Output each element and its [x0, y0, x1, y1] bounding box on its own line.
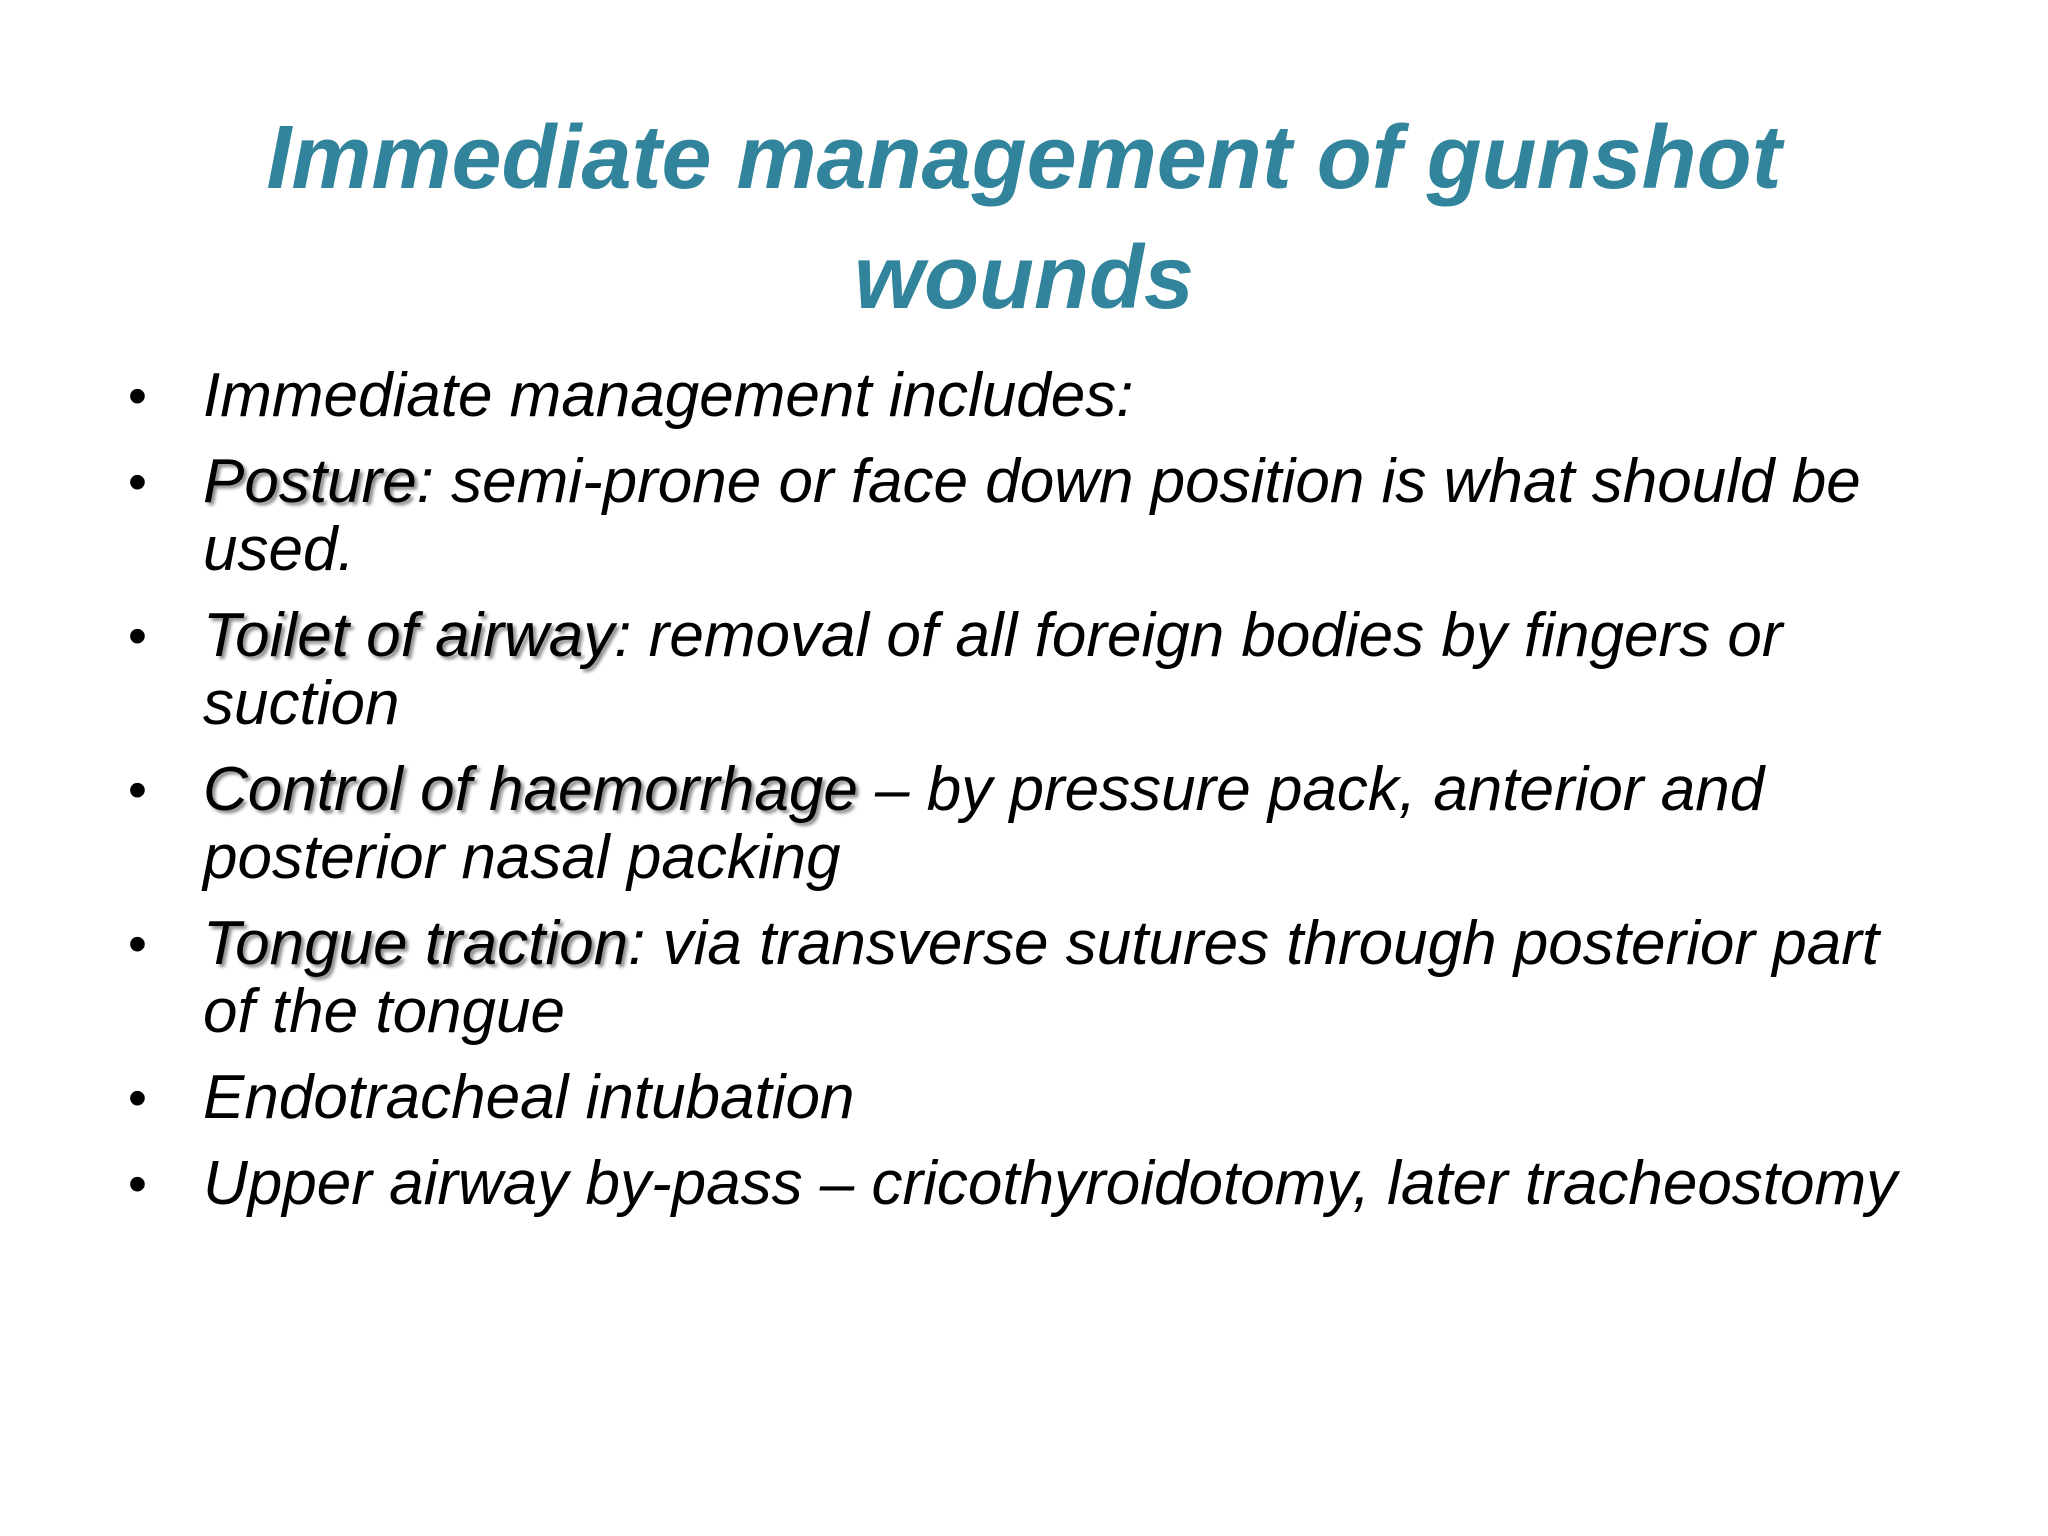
- bullet-icon: •: [128, 366, 147, 426]
- bullet-term: Tongue traction: [203, 909, 629, 978]
- bullet-term: Control of haemorrhage: [203, 755, 858, 824]
- bullet-icon: •: [128, 452, 147, 512]
- slide-title: Immediate management of gunshot wounds: [266, 108, 1782, 328]
- bullet-icon: •: [128, 914, 147, 974]
- bullet-text: Immediate management includes:: [203, 361, 1134, 430]
- bullet-icon: •: [128, 1068, 147, 1128]
- list-item: [120, 448, 1940, 584]
- bullet-text: Upper airway by-pass – cricothyroidotomy, later tracheostomy: [203, 1149, 1898, 1218]
- bullet-icon: •: [128, 606, 147, 666]
- bullet-text: : semi-prone or face down position is what should be used.: [203, 447, 1861, 584]
- list-item: [120, 1150, 1940, 1218]
- bullet-text: : removal of all foreign bodies by fingers or suction: [203, 601, 1783, 738]
- list-item: [120, 362, 1940, 430]
- list-item: [120, 602, 1940, 738]
- bullet-term: Toilet of airway: [203, 601, 615, 670]
- bullet-icon: •: [128, 1154, 147, 1214]
- bullet-term: Posture: [203, 447, 417, 516]
- list-item: [120, 910, 1940, 1046]
- bullet-list: [120, 362, 1940, 1236]
- bullet-text: – by pressure pack, anterior and posterior nasal packing: [203, 755, 1765, 892]
- list-item: [120, 756, 1940, 892]
- bullet-icon: •: [128, 760, 147, 820]
- list-item: [120, 1064, 1940, 1132]
- bullet-text: Endotracheal intubation: [203, 1063, 855, 1132]
- bullet-text: : via transverse sutures through posterior part of the tongue: [203, 909, 1880, 1046]
